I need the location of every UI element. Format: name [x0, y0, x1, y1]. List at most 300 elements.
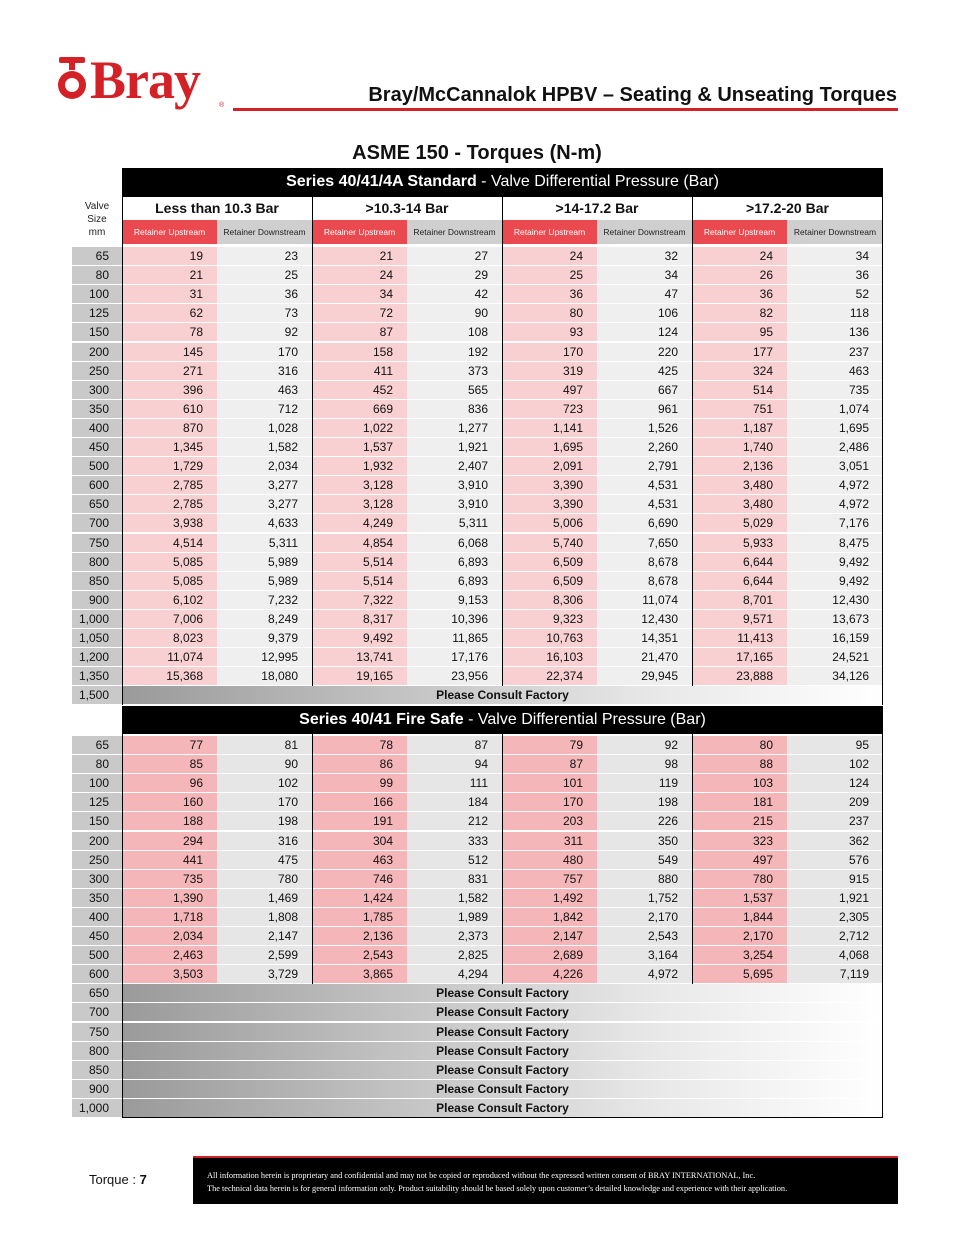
torque-cell-downstream: 4,531 — [597, 476, 692, 494]
torque-cell-downstream: 4,972 — [787, 495, 883, 513]
torque-cell-upstream: 181 — [692, 793, 787, 811]
torque-cell-upstream: 735 — [122, 870, 217, 888]
torque-cell-downstream: 23,956 — [407, 667, 502, 685]
brand-wordmark: Bray — [90, 50, 200, 110]
torque-cell-upstream: 82 — [692, 304, 787, 322]
torque-cell-upstream: 6,509 — [502, 553, 597, 571]
table-divider — [122, 196, 123, 705]
torque-cell-downstream: 831 — [407, 870, 502, 888]
torque-cell-downstream: 1,921 — [787, 889, 883, 907]
torque-cell-downstream: 29 — [407, 266, 502, 284]
valve-size-cell: 850 — [72, 1061, 122, 1079]
valve-size-cell: 400 — [72, 419, 122, 437]
torque-cell-upstream: 62 — [122, 304, 217, 322]
table-row — [72, 591, 883, 610]
torque-cell-upstream: 3,865 — [312, 965, 407, 983]
valve-size-cell: 150 — [72, 323, 122, 341]
torque-cell-upstream: 1,187 — [692, 419, 787, 437]
torque-cell-downstream: 1,028 — [217, 419, 312, 437]
torque-cell-downstream: 915 — [787, 870, 883, 888]
torque-cell-downstream: 237 — [787, 343, 883, 361]
consult-factory-note: Please Consult Factory — [122, 1042, 883, 1060]
page-label: Torque : — [89, 1172, 140, 1187]
torque-cell-downstream: 3,910 — [407, 476, 502, 494]
torque-cell-upstream: 77 — [122, 736, 217, 754]
torque-cell-upstream: 79 — [502, 736, 597, 754]
torque-cell-downstream: 220 — [597, 343, 692, 361]
valve-size-cell: 900 — [72, 591, 122, 609]
size-header-line: mm — [88, 227, 106, 238]
table-row — [72, 285, 883, 304]
torque-cell-downstream: 3,164 — [597, 946, 692, 964]
torque-cell-upstream: 2,136 — [692, 457, 787, 475]
standard-series-subtitle: - Valve Differential Pressure (Bar) — [476, 173, 719, 190]
torque-cell-upstream: 101 — [502, 774, 597, 792]
torque-cell-downstream: 226 — [597, 812, 692, 830]
document-title: Bray/McCannalok HPBV – Seating & Unseating Torques — [368, 84, 897, 106]
valve-size-cell: 500 — [72, 946, 122, 964]
torque-cell-upstream: 1,537 — [692, 889, 787, 907]
torque-cell-downstream: 21,470 — [597, 648, 692, 666]
torque-cell-upstream: 5,695 — [692, 965, 787, 983]
torque-cell-downstream: 316 — [217, 362, 312, 380]
torque-cell-downstream: 8,678 — [597, 572, 692, 590]
torque-cell-downstream: 1,074 — [787, 400, 883, 418]
torque-cell-upstream: 8,317 — [312, 610, 407, 628]
torque-cell-upstream: 8,306 — [502, 591, 597, 609]
sub-header-downstream: Retainer Downstream — [407, 220, 502, 244]
valve-size-cell: 150 — [72, 812, 122, 830]
torque-cell-upstream: 1,537 — [312, 438, 407, 456]
valve-size-cell: 200 — [72, 343, 122, 361]
standard-series-name: Series 40/41/4A Standard — [286, 173, 477, 190]
torque-cell-upstream: 9,571 — [692, 610, 787, 628]
registered-mark: ® — [219, 102, 225, 109]
consult-factory-note: Please Consult Factory — [122, 1061, 883, 1079]
torque-cell-upstream: 17,165 — [692, 648, 787, 666]
torque-cell-downstream: 212 — [407, 812, 502, 830]
valve-size-cell: 800 — [72, 1042, 122, 1060]
torque-cell-upstream: 24 — [312, 266, 407, 284]
torque-cell-upstream: 323 — [692, 832, 787, 850]
torque-cell-upstream: 3,503 — [122, 965, 217, 983]
torque-cell-upstream: 215 — [692, 812, 787, 830]
consult-factory-note: Please Consult Factory — [122, 1080, 883, 1098]
table-divider — [312, 196, 313, 686]
torque-cell-upstream: 11,413 — [692, 629, 787, 647]
torque-cell-downstream: 81 — [217, 736, 312, 754]
torque-cell-downstream: 2,543 — [597, 927, 692, 945]
torque-cell-upstream: 170 — [502, 793, 597, 811]
valve-size-cell: 600 — [72, 965, 122, 983]
torque-cell-upstream: 6,102 — [122, 591, 217, 609]
torque-cell-upstream: 3,480 — [692, 495, 787, 513]
table-row — [72, 629, 883, 648]
table-row — [72, 774, 883, 793]
torque-cell-downstream: 237 — [787, 812, 883, 830]
torque-cell-upstream: 669 — [312, 400, 407, 418]
torque-cell-upstream: 19,165 — [312, 667, 407, 685]
torque-cell-downstream: 735 — [787, 381, 883, 399]
consult-factory-note: Please Consult Factory — [122, 984, 883, 1002]
title-underline — [233, 108, 898, 111]
table-row — [72, 736, 883, 755]
torque-cell-upstream: 2,034 — [122, 927, 217, 945]
torque-cell-upstream: 72 — [312, 304, 407, 322]
torque-cell-upstream: 746 — [312, 870, 407, 888]
torque-cell-downstream: 712 — [217, 400, 312, 418]
torque-cell-upstream: 1,740 — [692, 438, 787, 456]
torque-cell-downstream: 136 — [787, 323, 883, 341]
valve-size-cell: 65 — [72, 247, 122, 265]
torque-cell-upstream: 723 — [502, 400, 597, 418]
sub-header-upstream: Retainer Upstream — [122, 220, 217, 244]
torque-cell-upstream: 3,128 — [312, 476, 407, 494]
table-row — [72, 870, 883, 889]
torque-cell-upstream: 1,141 — [502, 419, 597, 437]
torque-cell-downstream: 36 — [787, 266, 883, 284]
table-row — [72, 965, 883, 984]
torque-cell-upstream: 5,085 — [122, 553, 217, 571]
table-row — [72, 793, 883, 812]
torque-cell-upstream: 95 — [692, 323, 787, 341]
torque-cell-downstream: 6,893 — [407, 553, 502, 571]
table-row — [72, 266, 883, 285]
torque-cell-upstream: 36 — [502, 285, 597, 303]
torque-cell-upstream: 2,543 — [312, 946, 407, 964]
torque-cell-upstream: 2,785 — [122, 476, 217, 494]
range-header-1: Less than 10.3 Bar — [122, 196, 312, 220]
valve-size-cell: 350 — [72, 889, 122, 907]
torque-cell-upstream: 3,390 — [502, 476, 597, 494]
torque-cell-downstream: 2,825 — [407, 946, 502, 964]
torque-cell-downstream: 1,808 — [217, 908, 312, 926]
consult-row — [72, 1003, 883, 1022]
sub-header-upstream: Retainer Upstream — [502, 220, 597, 244]
table-row — [72, 476, 883, 495]
table-divider — [692, 734, 693, 984]
consult-row — [72, 1099, 883, 1118]
valve-size-cell: 750 — [72, 1023, 122, 1041]
table-row — [72, 908, 883, 927]
table-row — [72, 832, 883, 851]
torque-cell-upstream: 7,006 — [122, 610, 217, 628]
torque-cell-upstream: 4,226 — [502, 965, 597, 983]
torque-cell-upstream: 160 — [122, 793, 217, 811]
fire-safe-series-name: Series 40/41 Fire Safe — [299, 711, 464, 728]
torque-cell-downstream: 29,945 — [597, 667, 692, 685]
table-divider — [692, 196, 693, 686]
torque-cell-upstream: 31 — [122, 285, 217, 303]
torque-cell-downstream: 1,921 — [407, 438, 502, 456]
bray-logo — [55, 55, 89, 115]
torque-cell-upstream: 80 — [692, 736, 787, 754]
torque-cell-upstream: 15,368 — [122, 667, 217, 685]
torque-cell-downstream: 10,396 — [407, 610, 502, 628]
torque-cell-downstream: 170 — [217, 793, 312, 811]
fire-safe-torque-table — [72, 736, 883, 1117]
table-row — [72, 362, 883, 381]
torque-cell-downstream: 350 — [597, 832, 692, 850]
valve-size-cell: 1,000 — [72, 1099, 122, 1117]
torque-cell-downstream: 475 — [217, 851, 312, 869]
table-divider — [502, 734, 503, 984]
consult-factory-note: Please Consult Factory — [122, 1003, 883, 1021]
fire-safe-series-subtitle: - Valve Differential Pressure (Bar) — [463, 711, 706, 728]
torque-cell-upstream: 870 — [122, 419, 217, 437]
consult-row — [72, 686, 883, 705]
torque-cell-upstream: 5,514 — [312, 572, 407, 590]
torque-cell-downstream: 2,486 — [787, 438, 883, 456]
torque-cell-downstream: 9,492 — [787, 572, 883, 590]
torque-cell-downstream: 12,430 — [787, 591, 883, 609]
torque-cell-downstream: 3,910 — [407, 495, 502, 513]
torque-cell-upstream: 1,785 — [312, 908, 407, 926]
torque-cell-downstream: 23 — [217, 247, 312, 265]
torque-cell-upstream: 166 — [312, 793, 407, 811]
torque-cell-upstream: 1,345 — [122, 438, 217, 456]
torque-cell-downstream: 2,034 — [217, 457, 312, 475]
torque-cell-downstream: 90 — [407, 304, 502, 322]
table-row — [72, 927, 883, 946]
valve-size-cell: 200 — [72, 832, 122, 850]
torque-cell-upstream: 3,938 — [122, 514, 217, 532]
table-row — [72, 514, 883, 533]
sub-header-downstream: Retainer Downstream — [217, 220, 312, 244]
valve-size-cell: 300 — [72, 870, 122, 888]
torque-cell-upstream: 191 — [312, 812, 407, 830]
torque-cell-upstream: 7,322 — [312, 591, 407, 609]
torque-cell-downstream: 9,379 — [217, 629, 312, 647]
torque-cell-upstream: 78 — [122, 323, 217, 341]
valve-size-cell: 850 — [72, 572, 122, 590]
valve-size-cell: 900 — [72, 1080, 122, 1098]
torque-cell-upstream: 24 — [502, 247, 597, 265]
torque-cell-upstream: 6,644 — [692, 553, 787, 571]
torque-cell-downstream: 5,989 — [217, 572, 312, 590]
torque-cell-downstream: 124 — [787, 774, 883, 792]
torque-cell-downstream: 184 — [407, 793, 502, 811]
torque-cell-downstream: 362 — [787, 832, 883, 850]
torque-cell-downstream: 11,865 — [407, 629, 502, 647]
torque-cell-downstream: 9,492 — [787, 553, 883, 571]
consult-row — [72, 1042, 883, 1061]
torque-cell-downstream: 92 — [597, 736, 692, 754]
valve-size-cell: 125 — [72, 793, 122, 811]
table-row — [72, 648, 883, 667]
table-row — [72, 667, 883, 686]
torque-cell-downstream: 2,791 — [597, 457, 692, 475]
torque-cell-downstream: 11,074 — [597, 591, 692, 609]
torque-cell-downstream: 47 — [597, 285, 692, 303]
torque-cell-upstream: 2,091 — [502, 457, 597, 475]
torque-cell-upstream: 324 — [692, 362, 787, 380]
torque-cell-downstream: 2,407 — [407, 457, 502, 475]
valve-size-cell: 700 — [72, 1003, 122, 1021]
torque-cell-downstream: 1,469 — [217, 889, 312, 907]
torque-cell-upstream: 411 — [312, 362, 407, 380]
page-number — [89, 1172, 147, 1187]
torque-cell-upstream: 22,374 — [502, 667, 597, 685]
torque-cell-downstream: 24,521 — [787, 648, 883, 666]
torque-cell-downstream: 18,080 — [217, 667, 312, 685]
torque-cell-downstream: 111 — [407, 774, 502, 792]
valve-size-cell: 650 — [72, 984, 122, 1002]
torque-cell-downstream: 1,582 — [217, 438, 312, 456]
torque-cell-upstream: 88 — [692, 755, 787, 773]
consult-factory-note: Please Consult Factory — [122, 686, 883, 704]
table-bottom-rule — [122, 1117, 883, 1118]
torque-cell-upstream: 177 — [692, 343, 787, 361]
valve-size-cell: 300 — [72, 381, 122, 399]
torque-cell-downstream: 42 — [407, 285, 502, 303]
torque-cell-upstream: 2,147 — [502, 927, 597, 945]
torque-cell-upstream: 10,763 — [502, 629, 597, 647]
torque-cell-downstream: 5,311 — [217, 534, 312, 552]
bray-valve-logo-icon — [55, 55, 89, 103]
torque-cell-downstream: 3,051 — [787, 457, 883, 475]
table-row — [72, 755, 883, 774]
consult-factory-note: Please Consult Factory — [122, 1023, 883, 1041]
torque-cell-downstream: 961 — [597, 400, 692, 418]
torque-cell-upstream: 21 — [312, 247, 407, 265]
torque-cell-downstream: 119 — [597, 774, 692, 792]
torque-cell-upstream: 1,492 — [502, 889, 597, 907]
torque-cell-downstream: 1,989 — [407, 908, 502, 926]
torque-cell-upstream: 5,006 — [502, 514, 597, 532]
torque-cell-upstream: 96 — [122, 774, 217, 792]
valve-size-cell: 80 — [72, 266, 122, 284]
torque-cell-upstream: 396 — [122, 381, 217, 399]
valve-size-cell: 1,500 — [72, 686, 122, 704]
table-row — [72, 323, 883, 342]
consult-row — [72, 1061, 883, 1080]
torque-cell-upstream: 757 — [502, 870, 597, 888]
table-row — [72, 400, 883, 419]
torque-cell-upstream: 1,844 — [692, 908, 787, 926]
table-row — [72, 812, 883, 831]
torque-cell-downstream: 6,690 — [597, 514, 692, 532]
torque-cell-downstream: 2,260 — [597, 438, 692, 456]
torque-cell-downstream: 94 — [407, 755, 502, 773]
torque-cell-downstream: 463 — [787, 362, 883, 380]
torque-cell-downstream: 108 — [407, 323, 502, 341]
valve-size-cell: 650 — [72, 495, 122, 513]
table-row — [72, 304, 883, 323]
torque-cell-upstream: 78 — [312, 736, 407, 754]
torque-cell-downstream: 667 — [597, 381, 692, 399]
torque-cell-upstream: 8,023 — [122, 629, 217, 647]
torque-cell-upstream: 1,424 — [312, 889, 407, 907]
torque-cell-upstream: 780 — [692, 870, 787, 888]
torque-cell-downstream: 4,972 — [787, 476, 883, 494]
table-row — [72, 946, 883, 965]
valve-size-cell: 1,350 — [72, 667, 122, 685]
table-title: ASME 150 - Torques (N-m) — [352, 142, 602, 164]
torque-cell-upstream: 21 — [122, 266, 217, 284]
torque-cell-downstream: 34 — [787, 247, 883, 265]
torque-cell-upstream: 1,390 — [122, 889, 217, 907]
torque-cell-downstream: 34,126 — [787, 667, 883, 685]
torque-cell-downstream: 333 — [407, 832, 502, 850]
torque-cell-upstream: 87 — [312, 323, 407, 341]
torque-cell-downstream: 73 — [217, 304, 312, 322]
torque-cell-downstream: 5,311 — [407, 514, 502, 532]
valve-size-cell: 450 — [72, 438, 122, 456]
torque-cell-upstream: 1,718 — [122, 908, 217, 926]
torque-cell-upstream: 514 — [692, 381, 787, 399]
torque-cell-downstream: 6,893 — [407, 572, 502, 590]
torque-cell-downstream: 2,599 — [217, 946, 312, 964]
torque-cell-downstream: 124 — [597, 323, 692, 341]
torque-cell-upstream: 3,480 — [692, 476, 787, 494]
torque-cell-upstream: 751 — [692, 400, 787, 418]
fire-safe-series-band — [122, 706, 883, 734]
valve-size-cell: 250 — [72, 362, 122, 380]
torque-cell-upstream: 6,509 — [502, 572, 597, 590]
torque-cell-upstream: 23,888 — [692, 667, 787, 685]
torque-cell-upstream: 80 — [502, 304, 597, 322]
torque-cell-downstream: 7,176 — [787, 514, 883, 532]
table-row — [72, 889, 883, 908]
size-header-line: Valve — [84, 201, 110, 212]
torque-cell-upstream: 2,170 — [692, 927, 787, 945]
torque-cell-downstream: 1,695 — [787, 419, 883, 437]
torque-cell-upstream: 13,741 — [312, 648, 407, 666]
torque-cell-upstream: 93 — [502, 323, 597, 341]
torque-cell-downstream: 9,153 — [407, 591, 502, 609]
torque-cell-upstream: 2,463 — [122, 946, 217, 964]
valve-size-cell: 700 — [72, 514, 122, 532]
disclaimer-line-2: The technical data herein is for general information only. Product suitability should be based solely upon customer’s detailed knowledge and experience with their application. — [207, 1184, 788, 1193]
torque-cell-downstream: 192 — [407, 343, 502, 361]
sub-header-downstream: Retainer Downstream — [787, 220, 883, 244]
torque-cell-upstream: 304 — [312, 832, 407, 850]
torque-cell-downstream: 34 — [597, 266, 692, 284]
torque-cell-downstream: 3,277 — [217, 495, 312, 513]
torque-cell-downstream: 32 — [597, 247, 692, 265]
valve-size-cell: 100 — [72, 285, 122, 303]
table-row — [72, 381, 883, 400]
sub-header-upstream: Retainer Upstream — [312, 220, 407, 244]
torque-cell-downstream: 118 — [787, 304, 883, 322]
torque-cell-upstream: 158 — [312, 343, 407, 361]
table-row — [72, 572, 883, 591]
range-header-3: >14-17.2 Bar — [502, 196, 692, 220]
table-row — [72, 534, 883, 553]
torque-cell-upstream: 5,740 — [502, 534, 597, 552]
torque-cell-downstream: 3,729 — [217, 965, 312, 983]
valve-size-cell: 250 — [72, 851, 122, 869]
torque-cell-downstream: 425 — [597, 362, 692, 380]
torque-cell-downstream: 2,373 — [407, 927, 502, 945]
torque-cell-downstream: 90 — [217, 755, 312, 773]
torque-cell-downstream: 4,633 — [217, 514, 312, 532]
torque-cell-upstream: 9,323 — [502, 610, 597, 628]
torque-cell-downstream: 4,972 — [597, 965, 692, 983]
range-header-4: >17.2-20 Bar — [692, 196, 883, 220]
torque-cell-upstream: 36 — [692, 285, 787, 303]
valve-size-cell: 65 — [72, 736, 122, 754]
torque-cell-downstream: 170 — [217, 343, 312, 361]
torque-cell-upstream: 86 — [312, 755, 407, 773]
valve-size-cell: 600 — [72, 476, 122, 494]
standard-torque-table — [72, 247, 883, 705]
torque-cell-upstream: 3,128 — [312, 495, 407, 513]
torque-cell-downstream: 316 — [217, 832, 312, 850]
column-header — [72, 196, 883, 246]
torque-cell-downstream: 8,249 — [217, 610, 312, 628]
